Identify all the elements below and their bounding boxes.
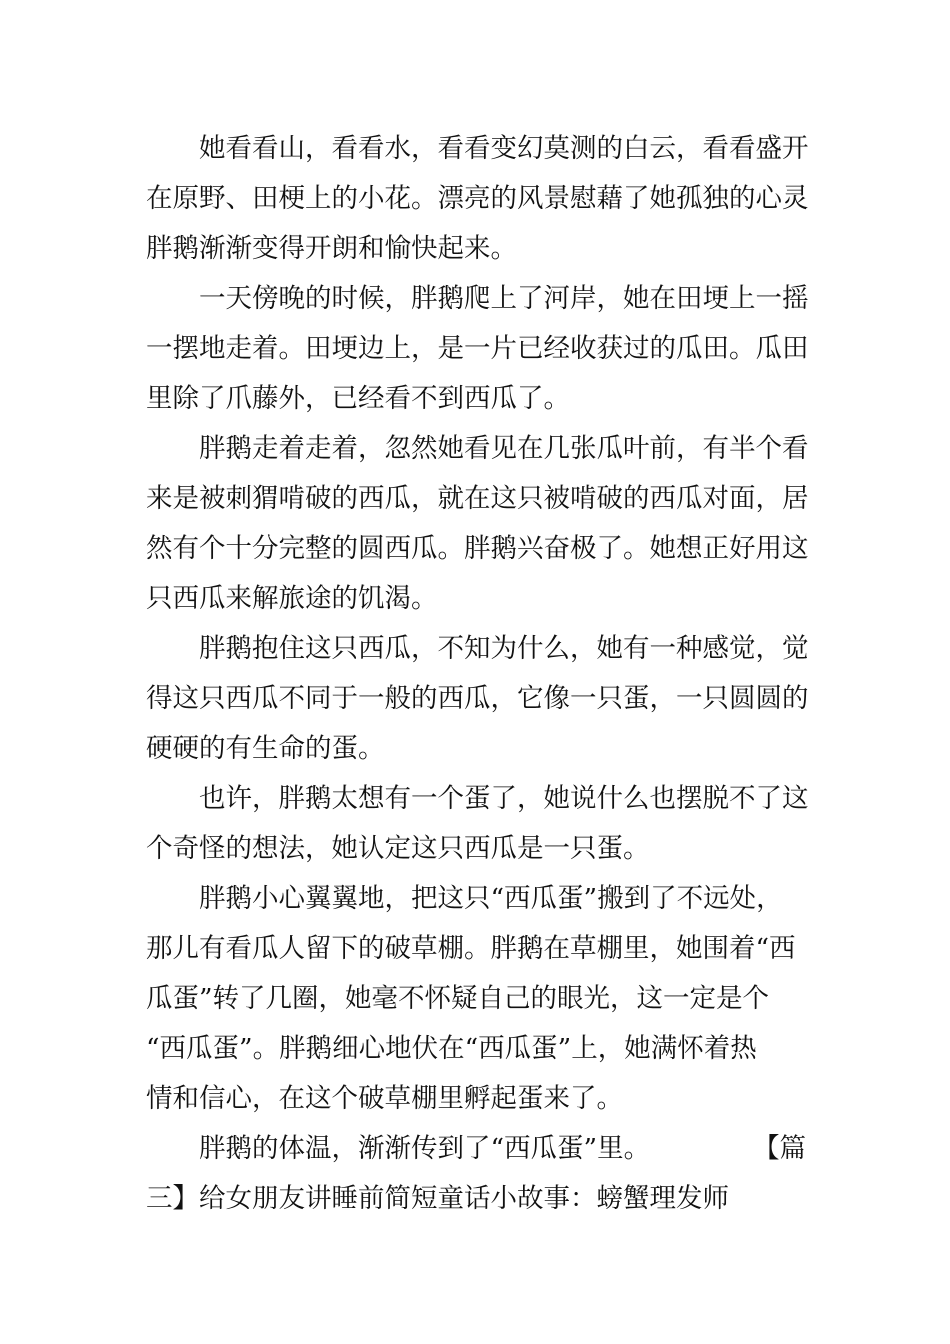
paragraph-2 (146, 274, 809, 424)
paragraph-line: 胖鹅抱住这只西瓜，不知为什么，她有一种感觉，觉 (199, 633, 809, 664)
paragraph-line: 在原野、田梗上的小花。漂亮的风景慰藉了她孤独的心灵 (146, 183, 809, 214)
paragraph-3 (146, 424, 809, 624)
paragraph-line-with-heading (146, 1124, 806, 1174)
paragraph-line: 来是被刺猬啃破的西瓜，就在这只被啃破的西瓜对面，居 (146, 483, 809, 514)
story-text (146, 124, 809, 1224)
paragraph-line: 然有个十分完整的圆西瓜。胖鹅兴奋极了。她想正好用这 (146, 533, 809, 564)
paragraph-line: 个奇怪的想法，她认定这只西瓜是一只蛋。 (146, 833, 650, 864)
paragraph-4 (146, 624, 809, 774)
paragraph-6 (146, 874, 806, 1124)
paragraph-line: 情和信心，在这个破草棚里孵起蛋来了。 (146, 1083, 623, 1114)
paragraph-line: 一天傍晚的时候，胖鹅爬上了河岸，她在田埂上一摇 (199, 283, 809, 314)
paragraph-line: 胖鹅渐渐变得开朗和愉快起来。 (146, 233, 517, 264)
paragraph-line: 里除了爪藤外，已经看不到西瓜了。 (146, 383, 570, 414)
paragraph-line: 胖鹅走着走着，忽然她看见在几张瓜叶前，有半个看 (199, 433, 809, 464)
section-heading-start: 【篇 (753, 1133, 806, 1164)
paragraph-1 (146, 124, 809, 274)
paragraph-line: 得这只西瓜不同于一般的西瓜，它像一只蛋，一只圆圆的 (146, 683, 809, 714)
paragraph-line: 只西瓜来解旅途的饥渴。 (146, 583, 438, 614)
paragraph-line: 胖鹅的体温，渐渐传到了“西瓜蛋”里。 (199, 1133, 651, 1164)
paragraph-line: 她看看山，看看水，看看变幻莫测的白云，看看盛开 (199, 133, 809, 164)
paragraph-5 (146, 774, 809, 874)
paragraph-line: 那儿有看瓜人留下的破草棚。胖鹅在草棚里，她围着“西 (146, 933, 796, 964)
paragraph-line: 也许，胖鹅太想有一个蛋了，她说什么也摆脱不了这 (199, 783, 809, 814)
paragraph-line: 硬硬的有生命的蛋。 (146, 733, 385, 764)
paragraph-line: 瓜蛋”转了几圈，她毫不怀疑自己的眼光，这一定是个 (146, 983, 770, 1014)
paragraph-line: “西瓜蛋”。胖鹅细心地伏在“西瓜蛋”上，她满怀着热 (146, 1033, 757, 1064)
paragraph-line: 一摆地走着。田埂边上，是一片已经收获过的瓜田。瓜田 (146, 333, 809, 364)
paragraph-line: 胖鹅小心翼翼地，把这只“西瓜蛋”搬到了不远处， (199, 883, 783, 914)
section-heading-title: 三】给女朋友讲睡前简短童话小故事：螃蟹理发师 (146, 1183, 729, 1214)
paragraph-7 (146, 1124, 806, 1224)
